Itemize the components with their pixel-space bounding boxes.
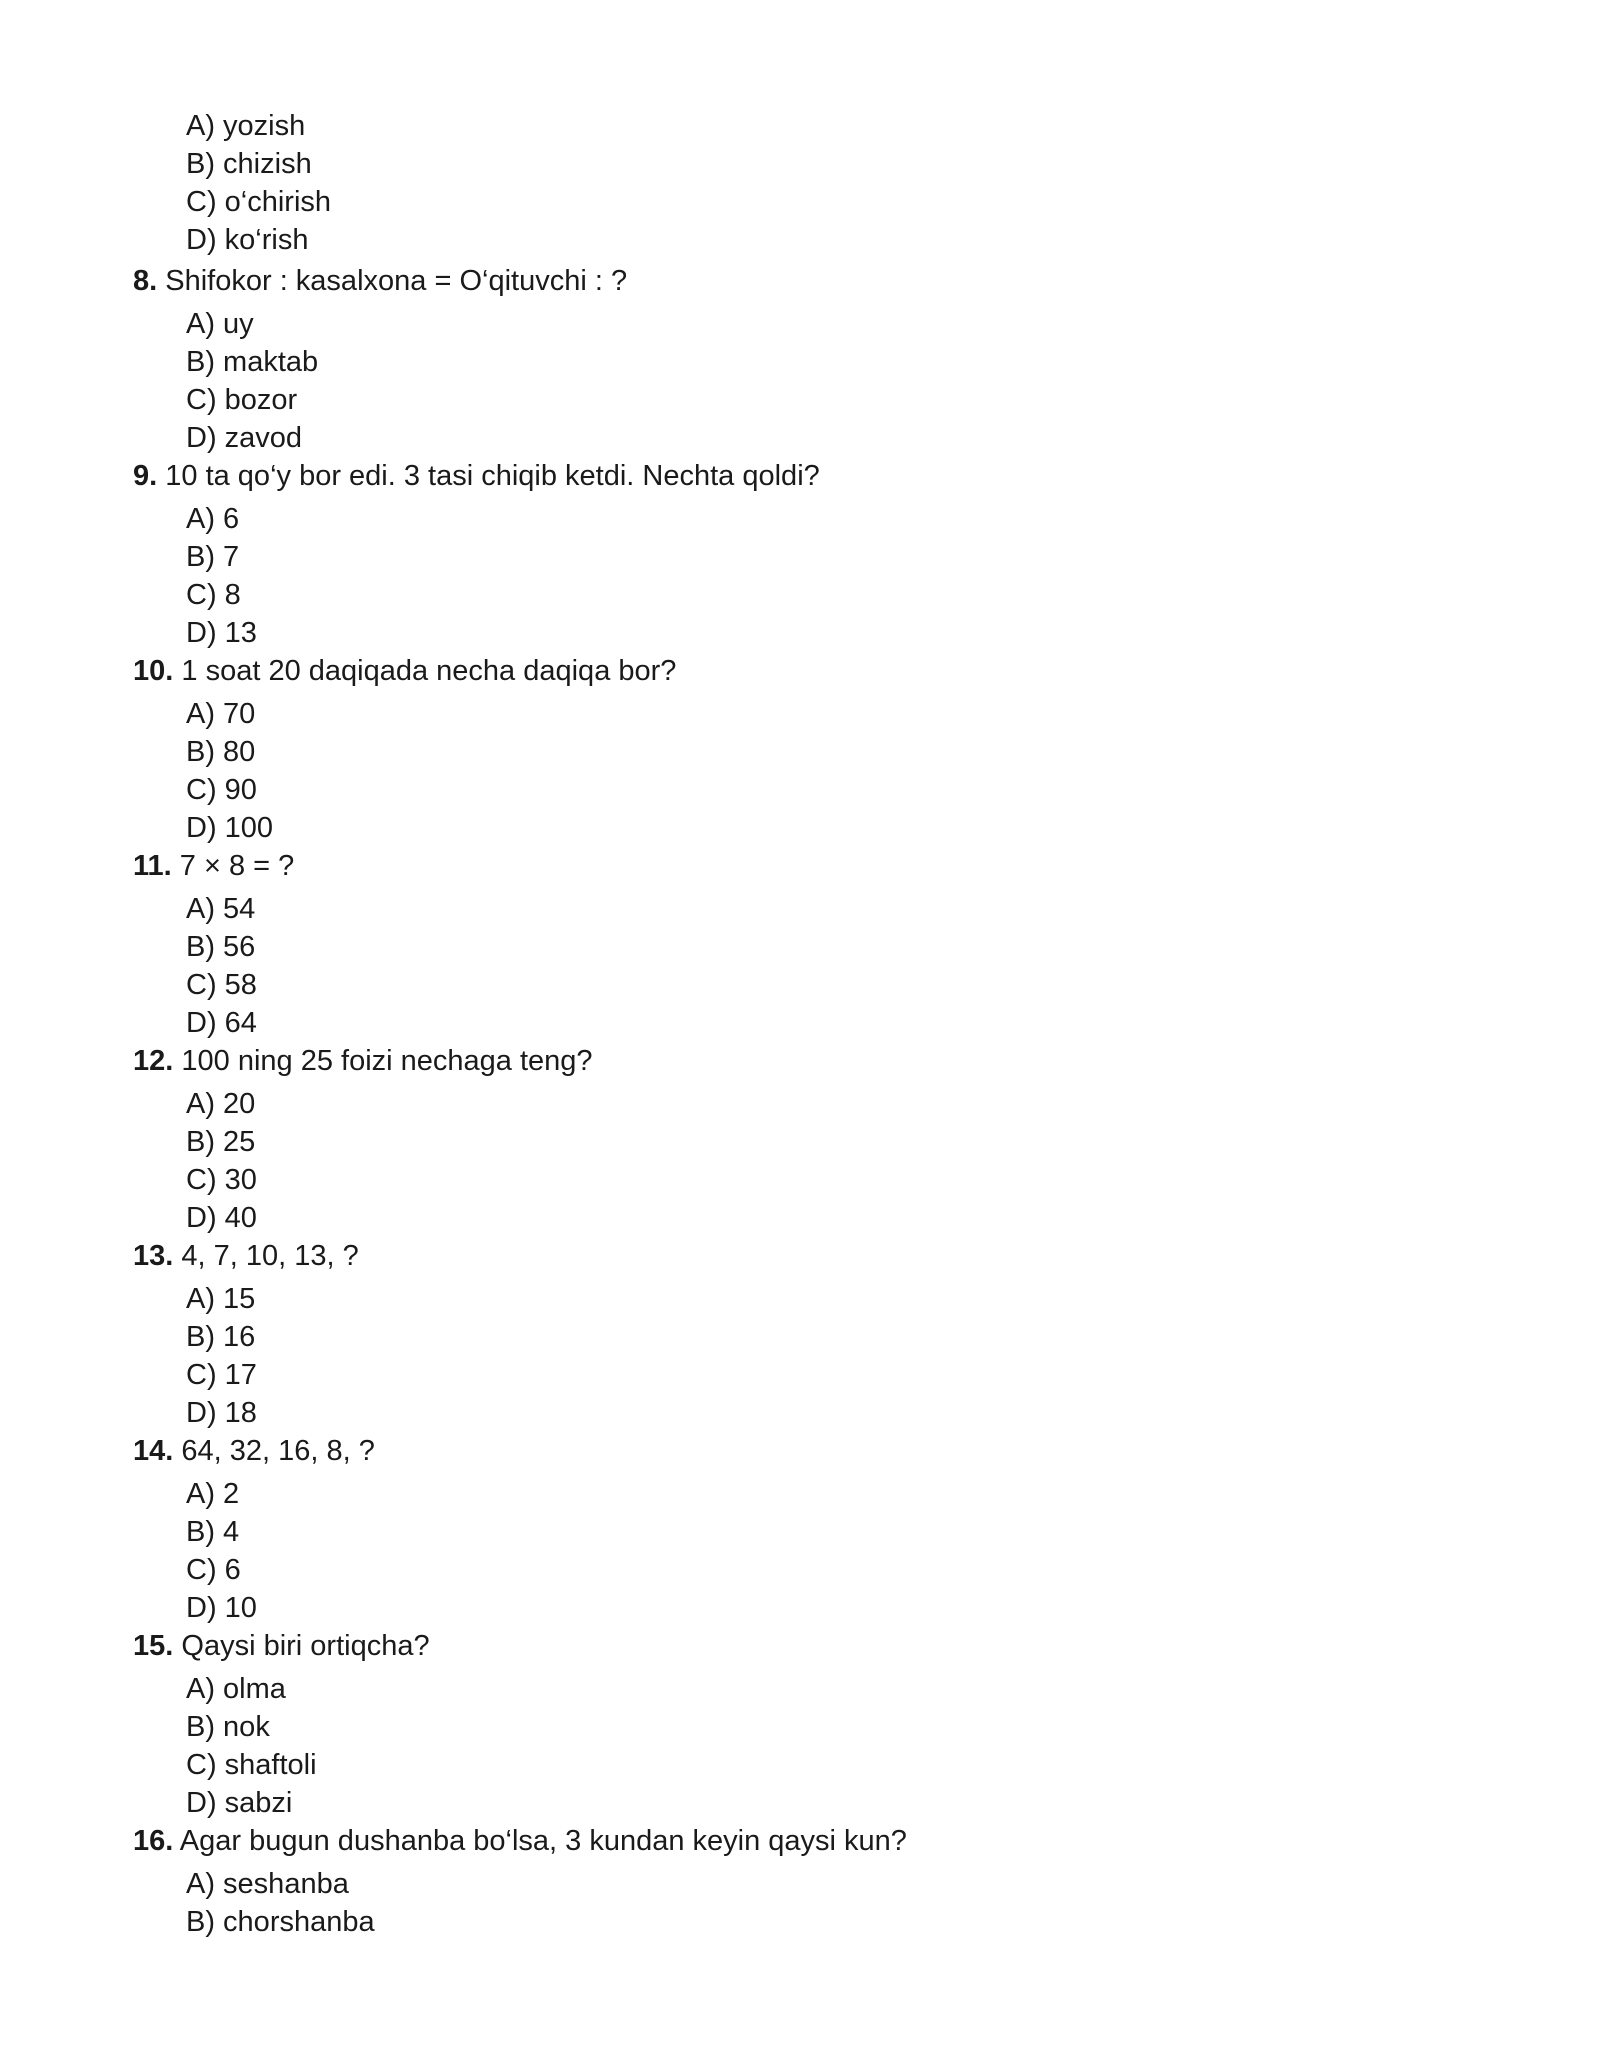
answer-option: C) bozor xyxy=(186,384,298,416)
answer-option: A) 54 xyxy=(186,893,256,925)
answer-option: D) 13 xyxy=(186,617,257,649)
answer-option: A) 20 xyxy=(186,1088,256,1120)
question-stem xyxy=(133,1822,907,1860)
answer-option: A) 70 xyxy=(186,698,256,730)
question-stem xyxy=(133,1237,907,1275)
question-text: 64, 32, 16, 8, ? xyxy=(181,1435,375,1467)
question-text: Qaysi biri ortiqcha? xyxy=(181,1630,430,1662)
question-text: 4, 7, 10, 13, ? xyxy=(181,1240,359,1272)
answer-option: A) yozish xyxy=(186,110,306,142)
answer-option: A) 6 xyxy=(186,503,240,535)
answer-option: A) seshanba xyxy=(186,1868,349,1900)
question-number: 13. xyxy=(133,1240,174,1272)
question-text: Agar bugun dushanba bo‘lsa, 3 kundan keyin qaysi kun? xyxy=(179,1825,907,1857)
answer-option: B) 4 xyxy=(186,1516,240,1548)
answer-option: A) uy xyxy=(186,308,254,340)
answer-option: D) zavod xyxy=(186,422,303,454)
answer-option: B) nok xyxy=(186,1711,270,1743)
question-number: 12. xyxy=(133,1045,174,1077)
answer-option: D) 18 xyxy=(186,1397,257,1429)
answer-option: C) 90 xyxy=(186,774,257,806)
question-stem xyxy=(133,1627,907,1665)
question-number: 9. xyxy=(133,460,158,492)
question-number: 11. xyxy=(133,850,172,882)
question-stem xyxy=(133,262,907,300)
question-8 xyxy=(133,262,907,457)
answer-option: B) 80 xyxy=(186,736,256,768)
question-stem xyxy=(133,1432,907,1470)
answer-option: A) 15 xyxy=(186,1283,256,1315)
question-stem xyxy=(133,457,907,495)
answer-option: B) 16 xyxy=(186,1321,256,1353)
question-text: 10 ta qo‘y bor edi. 3 tasi chiqib ketdi. Nechta qoldi? xyxy=(165,460,820,492)
question-16 xyxy=(133,1822,907,1941)
question-number: 10. xyxy=(133,655,174,687)
question-text: 100 ning 25 foizi nechaga teng? xyxy=(181,1045,593,1077)
question-15 xyxy=(133,1627,907,1822)
answer-option: D) ko‘rish xyxy=(186,224,309,256)
answer-option: B) chizish xyxy=(186,148,312,180)
answer-option: C) shaftoli xyxy=(186,1749,317,1781)
question-11 xyxy=(133,847,907,1042)
answer-option: B) 7 xyxy=(186,541,240,573)
answer-option: C) o‘chirish xyxy=(186,186,332,218)
answer-option: C) 17 xyxy=(186,1359,257,1391)
answer-option: D) sabzi xyxy=(186,1787,293,1819)
answer-option: B) maktab xyxy=(186,346,319,378)
previous-question-options xyxy=(186,107,331,259)
answer-option: A) olma xyxy=(186,1673,286,1705)
answer-option: C) 58 xyxy=(186,969,257,1001)
answer-option: A) 2 xyxy=(186,1478,240,1510)
question-text: Shifokor : kasalxona = O‘qituvchi : ? xyxy=(165,265,628,297)
question-12 xyxy=(133,1042,907,1237)
question-9 xyxy=(133,457,907,652)
question-number: 14. xyxy=(133,1435,174,1467)
answer-option: D) 10 xyxy=(186,1592,257,1624)
answer-option: D) 100 xyxy=(186,812,274,844)
question-number: 16. xyxy=(133,1825,174,1857)
question-stem xyxy=(133,1042,907,1080)
question-14 xyxy=(133,1432,907,1627)
answer-option: D) 40 xyxy=(186,1202,257,1234)
answer-option: B) 25 xyxy=(186,1126,256,1158)
answer-option: B) 56 xyxy=(186,931,256,963)
answer-option: D) 64 xyxy=(186,1007,257,1039)
answer-option: C) 30 xyxy=(186,1164,257,1196)
question-number: 15. xyxy=(133,1630,174,1662)
answer-option: C) 8 xyxy=(186,579,241,611)
question-number: 8. xyxy=(133,265,158,297)
question-13 xyxy=(133,1237,907,1432)
question-stem xyxy=(133,652,907,690)
question-10 xyxy=(133,652,907,847)
question-text: 7 × 8 = ? xyxy=(179,850,295,882)
question-list xyxy=(133,262,907,1941)
question-text: 1 soat 20 daqiqada necha daqiqa bor? xyxy=(181,655,677,687)
answer-option: C) 6 xyxy=(186,1554,241,1586)
answer-option: B) chorshanba xyxy=(186,1906,375,1938)
question-stem xyxy=(133,847,907,885)
